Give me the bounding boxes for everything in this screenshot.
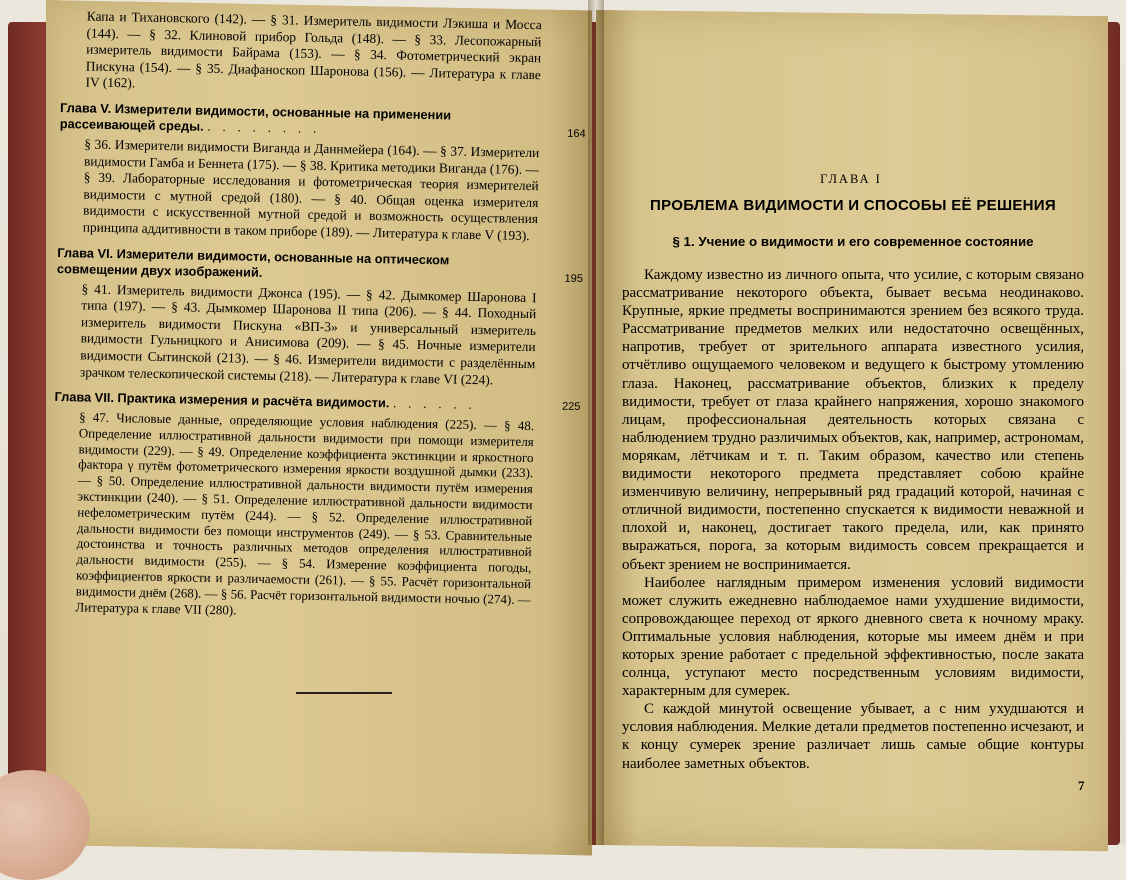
page-number: 7	[1078, 778, 1085, 793]
toc-page-number: 195	[564, 272, 584, 285]
toc-chapter-title: Глава V. Измерители видимости, основанные на применении рассеивающей среды.	[59, 99, 452, 134]
paragraph: Наиболее наглядным примером изменения условий видимости может служить ежедневно наблюдаемое нами ухудшение видимости, сопровождающее переход от яркого дневного света к ночному мраку. Оптимальные условия наблюдения, которые мы имеем днём и при которых зрение работает с предельной эффективностью, после заката солнца, уступают место посредственным условиям видимости, характерным для сумерек.	[622, 574, 1084, 700]
table-of-contents	[50, 8, 586, 624]
toc-entry: Капа и Тихановского (142). — § 31. Измеритель видимости Лэкиша и Мосса (144). — § 32. Клиновой прибор Гольда (148). — § 33. Лесопожарный измеритель видимости Байрама (153). — § 34. Фотометрический экран Пискуна (154). — § 35. Диафаноскоп Шаронова (156). — Литература к главе IV (162).	[85, 8, 542, 91]
toc-page-number: 164	[567, 127, 586, 141]
book-gutter	[588, 0, 604, 845]
paragraph: С каждой минутой освещение убывает, а с ним ухудшаются и условия наблюдения. Мелкие детали предметов постепенно исчезают, и к концу сумерек зрение различает лишь самые общие контуры наиболее заметных объектов.	[622, 701, 1084, 772]
toc-page-number: 225	[561, 400, 581, 414]
toc-chapter-heading: Глава V. Измерители видимости, основанные на применении рассеивающей среды. . . . . . . . . 164	[59, 99, 586, 141]
paragraph: Каждому известно из личного опыта, что усилие, с которым связано рассматривание некоторого объекта, бывает весьма неодинаково. Крупные, яркие предметы воспринимаются зрением без всякого труда. Рассматривание предметов мелких или недостаточно освещённых, напротив, требует от зрительного аппарата известного усилия, отчётливо ощущаемого человеком и ведущего к быстрому утомлению глаза. Наконец, рассматривание объектов, близких к пределу видимости, требует от глаза крайнего напряжения, хорошо знакомого лицам, профессиональная деятельность которых связана с наблюдением трудно различимых объектов, как, например, астрономам, морякам, лётчикам и т. п. Таким образом, качество или степень видимости некоторого предмета представляет собою крайне изменчивую величину, непрерывный ряд градаций которой, начиная с отличной видимости, постепенно спускается к видимости неважной и плохой и, наконец, достигает такого предела, или, как принято выражаться, порога, за которым видимость совсем прекращается и объект зрением не воспринимается.	[622, 267, 1084, 573]
body-text	[622, 266, 1084, 773]
toc-chapter-heading: Глава VII. Практика измерения и расчёта видимости. . . . . . . 225	[54, 389, 581, 414]
section-heading: § 1. Учение о видимости и его современное состояние	[672, 234, 1034, 249]
toc-chapter-title: Глава VII. Практика измерения и расчёта видимости.	[54, 389, 390, 411]
end-rule	[296, 692, 392, 694]
chapter-label: ГЛАВА I	[820, 172, 882, 186]
toc-entry: § 36. Измерители видимости Виганда и Даннмейера (164). — § 37. Измерители видимости Гамба и Беннета (175). — § 38. Критика методики Виганда (176). — § 39. Лабораторные исследования и фотометрическая теория измерителей видимости с мутной средой (180). — § 40. Общая оценка измерителя видимости с искусственной мутной средой и возможность осуществления принципа аддитивности в таком приборе (189). — Литература к главе V (193).	[82, 136, 540, 243]
toc-chapter-heading	[56, 244, 584, 285]
toc-chapter-title: Глава VI. Измерители видимости, основанные на оптическом совмещении двух изображений.	[56, 244, 450, 280]
toc-entry: § 47. Числовые данные, определяющие условия наблюдения (225). — § 48. Определение иллюстративной дальности видимости при помощи измерителя видимости (229). — § 49. Определение коэффициента экстинкции и яркостного фактора γ путём фотометрического измерения яркости воздушной дымки (233). — § 50. Определение иллюстративной дальности видимости путём измерения экстинкции (240). — § 51. Определение иллюстративной дальности видимости нефелометрическим путём (244). — § 52. Определение иллюстративной дальности видимости без помощи инструментов (249). — § 53. Сравнительные достоинства и точность различных методов определения иллюстративной дальности видимости (255). — § 54. Измерение коэффициента погоды, коэффициентов яркости и различаемости (261). — § 55. Расчёт горизонтальной видимости днём (268). — § 56. Расчёт горизонтальной видимости ночью (274). — Литература к главе VII (280).	[75, 409, 535, 618]
chapter-title: ПРОБЛЕМА ВИДИМОСТИ И СПОСОБЫ ЕЁ РЕШЕНИЯ	[650, 197, 1056, 214]
toc-entry: § 41. Измеритель видимости Джонса (195). — § 42. Дымкомер Шаронова I типа (197). — § 43. Дымкомер Шаронова II типа (206). — § 44. Походный измеритель видимости Пискуна «ВП-3» и универсальный измеритель видимости Гульницкого и Анисимова (209). — § 45. Ночные измерители видимости Сытинской (213). — § 46. Измерители видимости с разделённым зрачком телескопической системы (218). — Литература к главе VI (224).	[79, 280, 537, 387]
